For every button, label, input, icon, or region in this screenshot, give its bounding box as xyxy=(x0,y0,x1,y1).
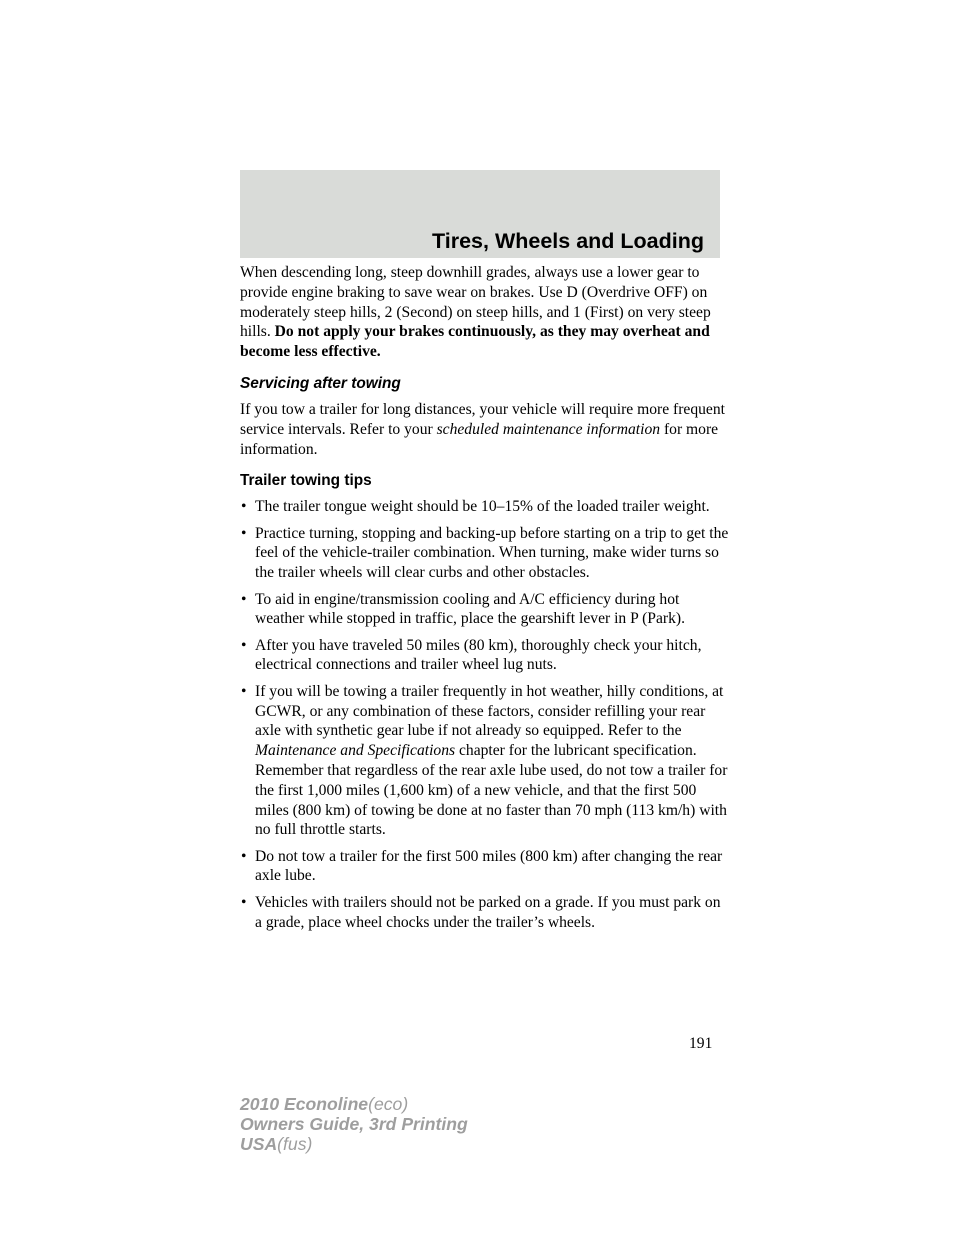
section-header-band xyxy=(240,170,720,258)
bullet: • xyxy=(241,524,247,542)
tip-text: The trailer tongue weight should be 10–15% of the loaded trailer weight. xyxy=(255,498,710,516)
footer-model-code: (eco) xyxy=(368,1094,409,1114)
bullet: • xyxy=(241,847,247,865)
footer-line-1 xyxy=(240,1094,468,1114)
footer-model: 2010 Econoline xyxy=(240,1094,369,1114)
servicing-heading: Servicing after towing xyxy=(240,374,401,392)
bullet: • xyxy=(241,636,247,654)
servicing-paragraph xyxy=(240,400,730,459)
footer-line-2: Owners Guide, 3rd Printing xyxy=(240,1114,468,1134)
page-content xyxy=(240,263,730,939)
tip-item xyxy=(240,497,730,517)
bullet: • xyxy=(241,590,247,608)
servicing-text-after: for more information. xyxy=(240,420,719,458)
bullet: • xyxy=(241,893,247,911)
section-title: Tires, Wheels and Loading xyxy=(432,229,704,253)
tip-text-before: If you will be towing a trailer frequently in hot weather, hilly conditions, at GCWR, or any combination of these factors, consider refilling your rear axle with synthetic gear lube if not already so equipped. Refer to the xyxy=(255,682,724,740)
tip-item xyxy=(240,636,730,676)
footer-imprint xyxy=(240,1094,468,1154)
tip-item xyxy=(240,893,730,933)
tip-text: Vehicles with trailers should not be parked on a grade. If you must park on a grade, place wheel chocks under the trailer’s wheels. xyxy=(255,893,721,931)
tip-item xyxy=(240,524,730,583)
tip-item xyxy=(240,682,730,840)
tip-text: Practice turning, stopping and backing-up before starting on a trip to get the feel of the vehicle-trailer combination. When turning, make wider turns so the trailer wheels will clear curbs and other obstacles. xyxy=(255,524,729,582)
tips-heading: Trailer towing tips xyxy=(240,472,372,490)
intro-paragraph xyxy=(240,263,730,362)
intro-warning-bold: Do not apply your brakes continuously, as they may overheat and become less effective. xyxy=(240,323,710,361)
tip-text: To aid in engine/transmission cooling and A/C efficiency during hot weather while stopped in traffic, place the gearshift lever in P (Park). xyxy=(255,590,685,628)
intro-text: When descending long, steep downhill grades, always use a lower gear to provide engine braking to save wear on brakes. Use D (Overdrive OFF) on moderately steep hills, 2 (Second) on steep hills, and 1 (First) on very steep hills. xyxy=(240,264,711,341)
tip-item xyxy=(240,590,730,630)
tip-text: After you have traveled 50 miles (80 km), thoroughly check your hitch, electrical connections and trailer wheel lug nuts. xyxy=(255,636,702,674)
footer-market-code: (fus) xyxy=(277,1134,313,1154)
tip-text-after: chapter for the lubricant specification. Remember that regardless of the rear axle lube used, do not tow a trailer for the first 1,000 miles (1,600 km) of a new vehicle, and that the first 500 miles (800 km) of towing be done at no faster than 70 mph (113 km/h) with no full throttle starts. xyxy=(255,742,728,839)
tip-chapter-reference: Maintenance and Specifications xyxy=(255,742,456,760)
tip-text: Do not tow a trailer for the first 500 miles (800 km) after changing the rear axle lube. xyxy=(255,847,723,885)
bullet: • xyxy=(241,682,247,700)
tips-list xyxy=(240,497,730,932)
bullet: • xyxy=(241,498,247,516)
tip-item xyxy=(240,847,730,887)
footer-line-3 xyxy=(240,1134,468,1154)
footer-market: USA xyxy=(240,1134,278,1154)
servicing-text-before: If you tow a trailer for long distances, your vehicle will require more frequent service intervals. Refer to your xyxy=(240,400,725,438)
servicing-reference: scheduled maintenance information xyxy=(436,420,661,438)
page-number: 191 xyxy=(689,1035,713,1052)
